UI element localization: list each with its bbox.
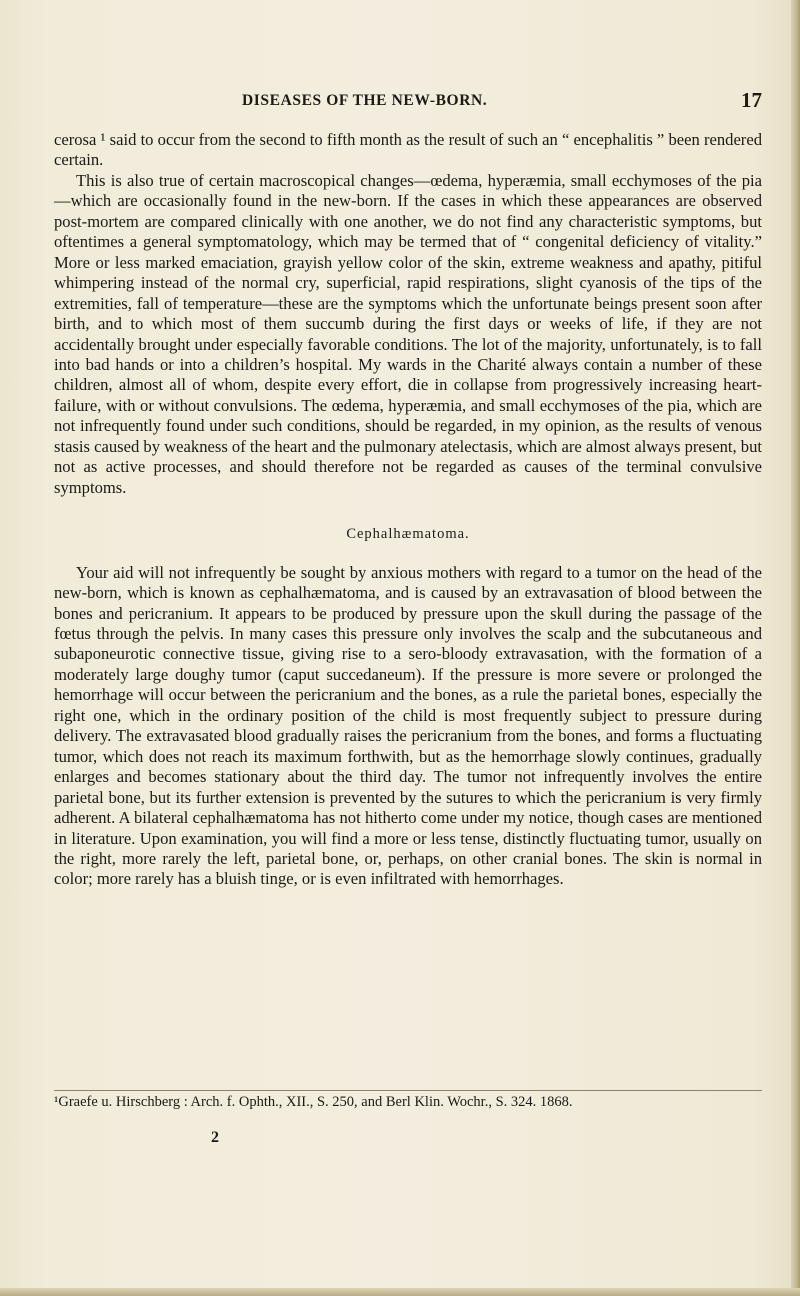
section-heading: Cephalhæmatoma. (346, 526, 470, 543)
body-text (54, 130, 762, 890)
paragraph-continuation: cerosa ¹ said to occur from the second to fifth month as the result of such an “ encephalitis ” been rendered certain. (54, 130, 762, 170)
paragraph: This is also true of certain macroscopical changes—œdema, hyperæmia, small ecchymoses of the pia—which are occasionally found in the new-born. If the cases in which these appearances are observed post-mortem are compared clinically with one another, we do not find any characteristic symptoms, but oftentimes a general symptomatology, which may be termed that of “ congenital deficiency of vitality.” More or less marked emaciation, grayish yellow color of the skin, extreme weakness and apathy, pitiful whimpering instead of the normal cry, superficial, rapid respirations, slight cyanosis of the tips of the extremities, fall of temperature—these are the symptoms which the unfortunate beings present soon after birth, and to which most of them succumb during the first days or weeks of life, if they are not accidentally brought under especially favorable conditions. The lot of the majority, unfortunately, is to fall into bad hands or into a children’s hospital. My wards in the Charité always contain a number of these children, almost all of whom, despite every effort, die in collapse from progressively increasing heart-failure, with or without convulsions. The œdema, hyperæmia, and small ecchymoses of the pia, which are not infrequently found under such conditions, should be regarded, in my opinion, as the results of venous stasis caused by weakness of the heart and the pulmonary atelectasis, which are almost always present, but not as active processes, and should therefore not be regarded as causes of the terminal convulsive symptoms. (54, 170, 762, 497)
paragraph: Your aid will not infrequently be sought by anxious mothers with regard to a tumor on the head of the new-born, which is known as cephalhæmatoma, and is caused by an extravasation of blood between the bones and pericranium. It appears to be produced by pressure upon the skull during the passage of the fœtus through the pelvis. In many cases this pressure only involves the scalp and the subcutaneous and subaponeurotic connective tissue, giving rise to a sero-bloody extravasation, with the formation of a moderately large doughy tumor (caput succedaneum). If the pressure is more severe or prolonged the hemorrhage will occur between the pericranium and the bones, as a rule the parietal bones, especially the right one, which in the ordinary position of the child is most frequently subject to pressure during delivery. The extravasated blood gradually raises the pericranium from the bones, and forms a fluctuating tumor, which does not reach its maximum forthwith, but as the hemorrhage slowly continues, gradually enlarges and becomes stationary about the third day. The tumor not infrequently involves the entire parietal bone, but its further extension is prevented by the sutures to which the pericranium is very firmly adherent. A bilateral cephalhæmatoma has not hitherto come under my notice, though cases are mentioned in literature. Upon examination, you will find a more or less tense, distinctly fluctuating tumor, usually on the right, more rarely the left, parietal bone, or, perhaps, on other cranial bones. The skin is normal in color; more rarely has a bluish tinge, or is even infiltrated with hemorrhages. (54, 562, 762, 889)
page-number: 17 (741, 88, 762, 112)
running-head: DISEASES OF THE NEW-BORN. (242, 92, 488, 109)
footnote: ¹Graefe u. Hirschberg : Arch. f. Ophth., XII., S. 250, and Berl Klin. Wochr., S. 324. 1868. (54, 1094, 573, 1110)
footnote-rule (54, 1090, 762, 1091)
page-edge-right (791, 0, 800, 1296)
page-edge-bottom (0, 1288, 800, 1296)
signature-mark: 2 (211, 1129, 219, 1146)
page-header (242, 88, 762, 118)
